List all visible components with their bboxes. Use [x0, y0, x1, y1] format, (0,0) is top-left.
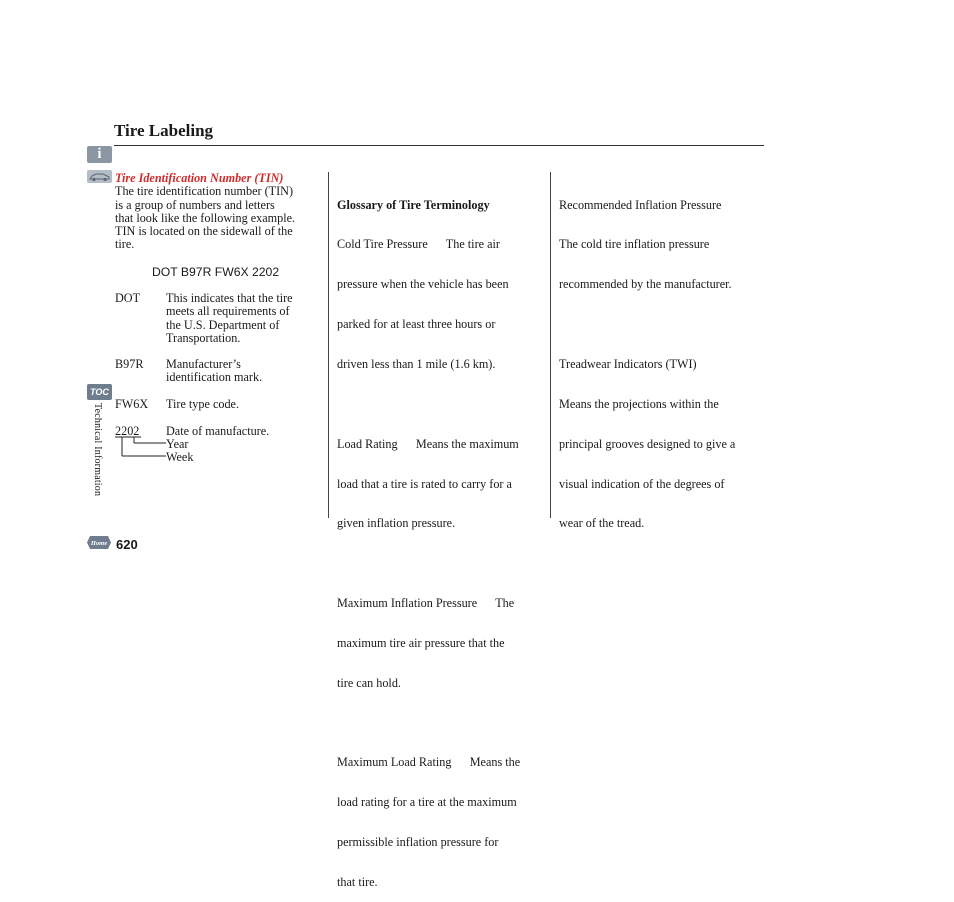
desc-line: Manufacturer’s [166, 357, 241, 371]
page-number: 620 [116, 537, 138, 552]
glossary-heading: Glossary of Tire Terminology [337, 197, 490, 212]
tin-row-key: B97R [115, 357, 144, 371]
glossary-line: Cold Tire Pressure The tire air [337, 237, 500, 252]
tin-para-line: TIN is located on the sidewall of the [115, 224, 293, 239]
glossary-line: load that a tire is rated to carry for a [337, 476, 512, 491]
glossary-line: Maximum Load Rating Means the [337, 755, 521, 770]
tin-row-desc [166, 425, 326, 438]
desc-line: meets all requirements of [166, 304, 290, 319]
glossary-line: visual indication of the degrees of [559, 476, 725, 491]
tin-row-key: FW6X [115, 397, 149, 411]
glossary-line: driven less than 1 mile (1.6 km). [337, 357, 496, 372]
tin-para-line: is a group of numbers and letters [115, 197, 275, 212]
tin-row-desc [166, 358, 326, 385]
tin-example: DOT B97R FW6X 2202 [152, 265, 280, 279]
home-icon [86, 535, 112, 550]
car-icon[interactable] [87, 170, 112, 183]
tin-para-line: The tire identification number (TIN) [115, 184, 294, 199]
home-label: Home [90, 540, 108, 547]
glossary-line: recommended by the manufacturer. [559, 277, 732, 292]
tin-para-line: tire. [115, 237, 135, 252]
glossary-line: maximum tire air pressure that the [337, 635, 505, 650]
glossary-line: tire can hold. [337, 675, 401, 690]
home-button[interactable] [86, 535, 112, 550]
column-divider-2 [550, 172, 551, 518]
glossary-line: permissible inflation pressure for [337, 834, 499, 849]
tin-row-key: 2202 [115, 424, 140, 438]
glossary-line: Maximum Inflation Pressure The [337, 595, 515, 610]
glossary-line: Recommended Inflation Pressure [559, 197, 722, 212]
glossary-line: that tire. [337, 874, 378, 889]
year-label: Year [166, 437, 189, 451]
glossary-line: given inflation pressure. [337, 516, 456, 531]
tin-heading: Tire Identification Number (TIN) [115, 171, 284, 185]
glossary-line: Treadwear Indicators (TWI) [559, 356, 697, 371]
glossary-line: wear of the tread. [559, 516, 645, 531]
desc-line: Tire type code. [166, 397, 239, 411]
desc-line: Date of manufacture. [166, 424, 270, 438]
date-bracket [115, 436, 171, 462]
desc-line: the U.S. Department of [166, 317, 280, 332]
tin-row-key: DOT [115, 291, 141, 305]
glossary-line: Means the projections within the [559, 396, 719, 411]
glossary-line: principal grooves designed to give a [559, 436, 736, 451]
section-label: Technical Information [92, 403, 103, 497]
column-2 [337, 172, 545, 902]
car-glyph [87, 170, 112, 183]
column-1 [115, 172, 325, 252]
tin-row-desc [166, 292, 326, 345]
info-icon[interactable]: i [87, 146, 112, 163]
glossary-line: Load Rating Means the maximum [337, 436, 519, 451]
page-title: Tire Labeling [114, 121, 214, 140]
glossary-line: pressure when the vehicle has been [337, 277, 509, 292]
tin-para-line: that look like the following example. [115, 210, 296, 225]
desc-line: identification mark. [166, 370, 263, 385]
glossary-line: load rating for a tire at the maximum [337, 795, 517, 810]
toc-button[interactable]: TOC [87, 384, 112, 400]
desc-line: This indicates that the tire [166, 291, 293, 305]
column-3 [559, 172, 764, 544]
week-label: Week [166, 450, 194, 464]
column-divider-1 [328, 172, 329, 518]
glossary-line: The cold tire inflation pressure [559, 237, 710, 252]
desc-line: Transportation. [166, 330, 241, 345]
title-rule [114, 145, 764, 146]
glossary-line: parked for at least three hours or [337, 317, 496, 332]
tin-row-desc [166, 398, 326, 411]
